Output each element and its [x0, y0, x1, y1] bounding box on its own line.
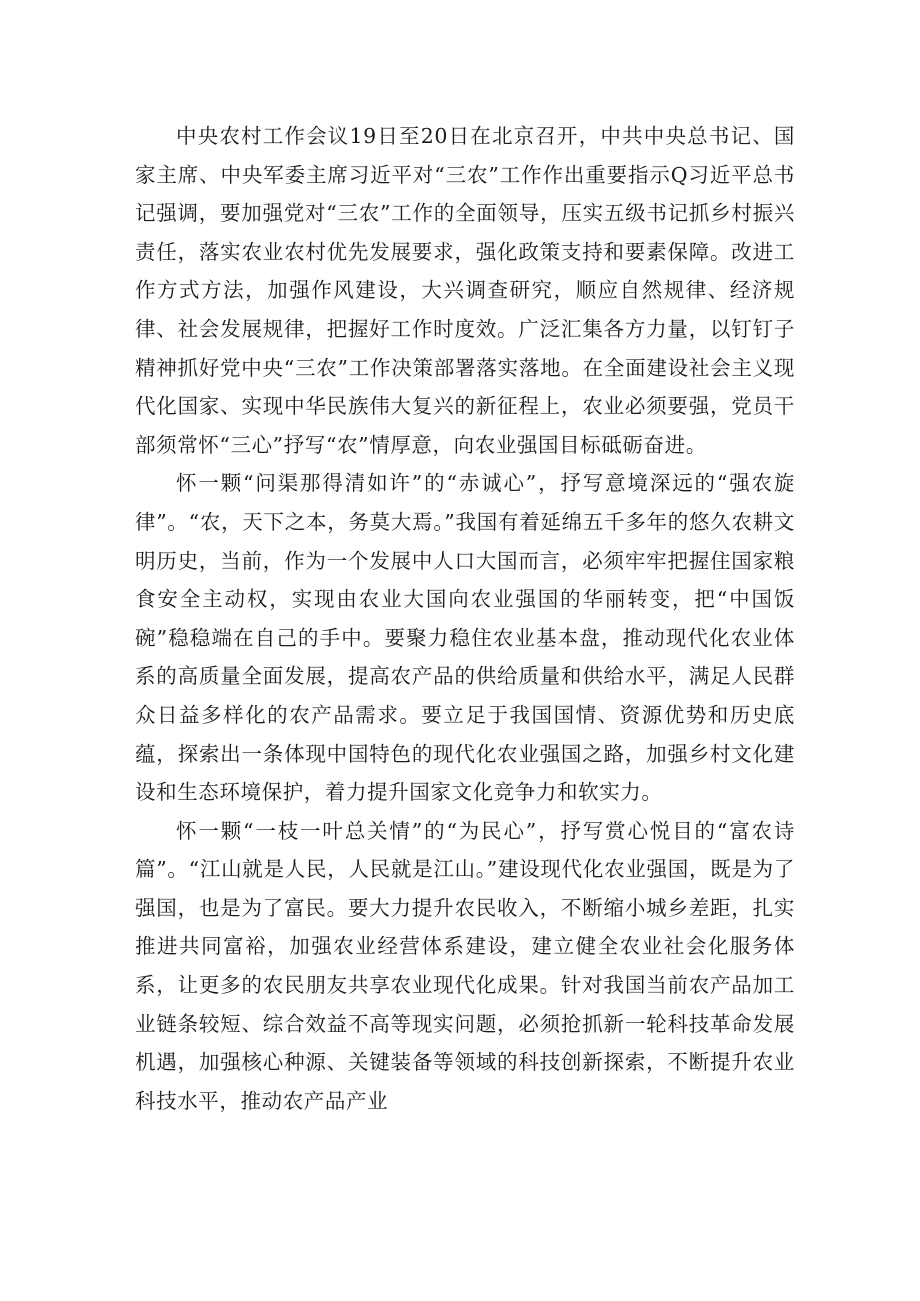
document-body [135, 117, 795, 1120]
paragraph-3: 怀一颗“一枝一叶总关情”的“为民心”，抒写赏心悦目的“富农诗篇”。“江山就是人民，人民就是江山。”建设现代化农业强国，既是为了强国，也是为了富民。要大力提升农民收入，不断缩小城乡差距，扎实推进共同富裕，加强农业经营体系建设，建立健全农业社会化服务体系，让更多的农民朋友共享农业现代化成果。针对我国当前农产品加工业链条较短、综合效益不高等现实问题，必须抢抓新一轮科技革命发展机遇，加强核心种源、关键装备等领域的科技创新探索，不断提升农业科技水平，推动农产品产业 [135, 818, 795, 1113]
paragraph-2: 怀一颗“问渠那得清如许”的“赤诚心”，抒写意境深远的“强农旋律”。“农，天下之本，务莫大焉。”我国有着延绵五千多年的悠久农耕文明历史，当前，作为一个发展中人口大国而言，必须牢牢把握住国家粮食安全主动权，实现由农业大国向农业强国的华丽转变，把“中国饭碗”稳稳端在自己的手中。要聚力稳住农业基本盘，推动现代化农业体系的高质量全面发展，提高农产品的供给质量和供给水平，满足人民群众日益多样化的农产品需求。要立足于我国国情、资源优势和历史底蕴，探索出一条体现中国特色的现代化农业强国之路，加强乡村文化建设和生态环境保护，着力提升国家文化竞争力和软实力。 [135, 471, 795, 805]
paragraph-1: 中央农村工作会议19日至20日在北京召开，中共中央总书记、国家主席、中央军委主席习近平对“三农”工作作出重要指示Q习近平总书记强调，要加强党对“三农”工作的全面领导，压实五级书记抓乡村振兴责任，落实农业农村优先发展要求，强化政策支持和要素保障。改进工作方式方法，加强作风建设，大兴调查研究，顺应自然规律、经济规律、社会发展规律，把握好工作时度效。广泛汇集各方力量，以钉钉子精神抓好党中央“三农”工作决策部署落实落地。在全面建设社会主义现代化国家、实现中华民族伟大复兴的新征程上，农业必须要强，党员干部须常怀“三心”抒写“农”情厚意，向农业强国目标砥砺奋进。 [135, 124, 795, 457]
